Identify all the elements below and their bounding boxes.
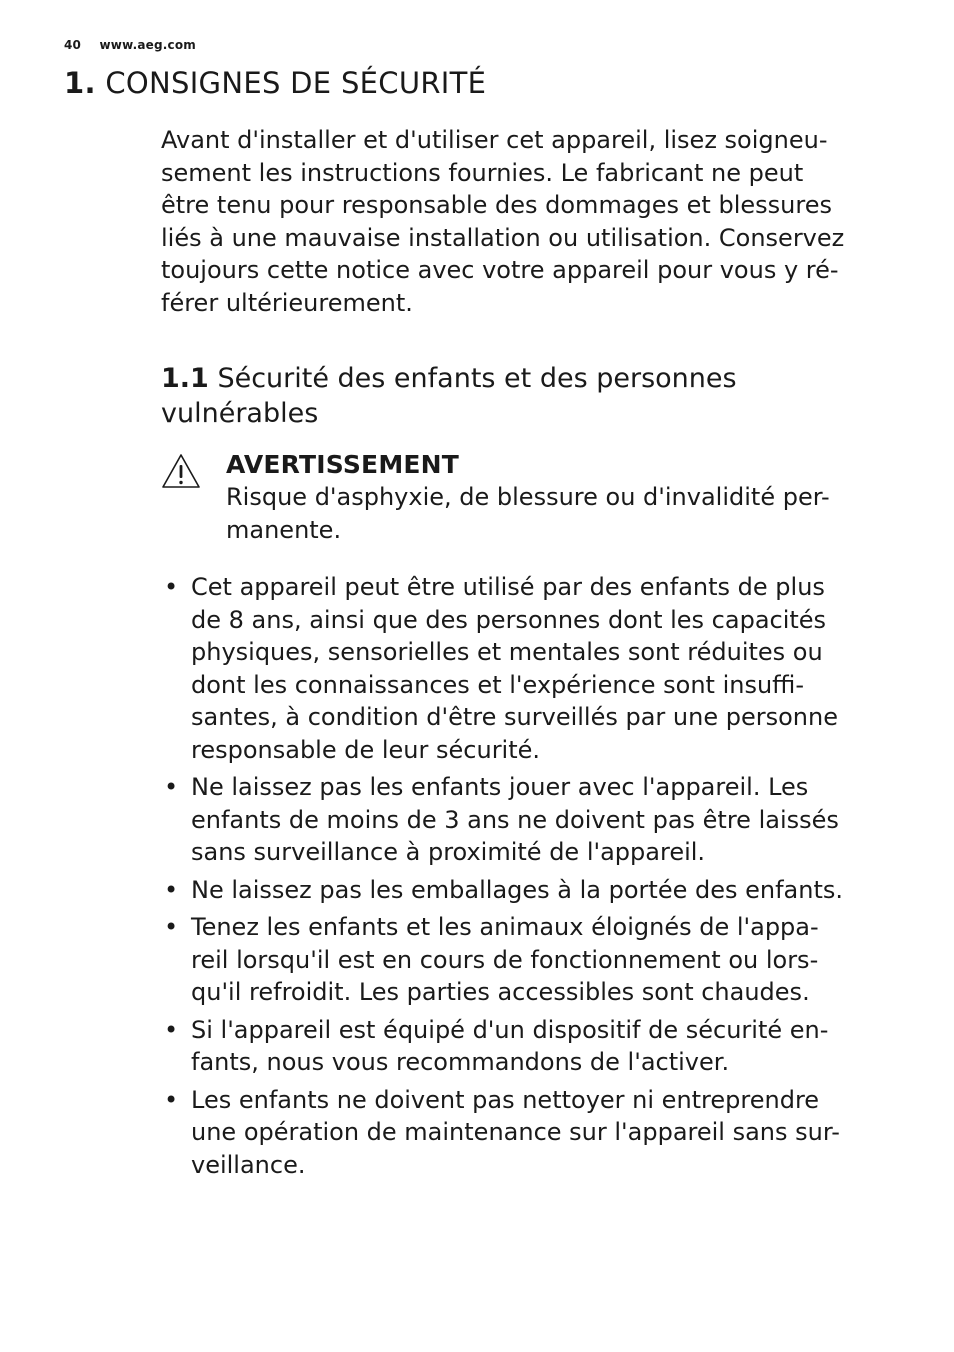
bullet-line: sans surveillance à proximité de l'appareil.: [191, 838, 706, 866]
bullet-line: Ne laissez pas les enfants jouer avec l'appareil. Les: [191, 773, 809, 801]
warning-line: manente.: [226, 515, 342, 544]
subsection-title-line-2: vulnérables: [161, 398, 319, 429]
warning-line: Risque d'asphyxie, de blessure ou d'invalidité per-: [226, 483, 830, 511]
bullet-line: Cet appareil peut être utilisé par des enfants de plus: [191, 573, 825, 601]
intro-line: toujours cette notice avec votre appareil pour vous y ré-: [161, 256, 839, 284]
page-number: 40: [64, 38, 82, 52]
bullet-line: responsable de leur sécurité.: [191, 735, 541, 764]
section-title-text: CONSIGNES DE SÉCURITÉ: [105, 66, 487, 100]
bullet-line: santes, à condition d'être surveillés par une personne: [191, 703, 838, 731]
list-item: [161, 1014, 896, 1079]
bullet-line: veillance.: [191, 1150, 306, 1179]
intro-line: sement les instructions fournies. Le fabricant ne peut: [161, 158, 804, 187]
list-item: [161, 771, 896, 869]
subsection-title: [161, 361, 896, 431]
intro-line: liés à une mauvaise installation ou utilisation. Conservez: [161, 223, 845, 252]
intro-paragraph: [161, 124, 896, 319]
section-number: 1.: [64, 66, 96, 100]
bullet-line: physiques, sensorielles et mentales sont réduites ou: [191, 638, 823, 666]
intro-line: Avant d'installer et d'utiliser cet appareil, lisez soigneu-: [161, 126, 828, 154]
bullet-line: Ne laissez pas les emballages à la portée des enfants.: [191, 875, 844, 904]
bullet-dot-icon: •: [164, 1015, 179, 1044]
subsection-number: 1.1: [161, 363, 209, 394]
bullet-line: une opération de maintenance sur l'appareil sans sur-: [191, 1118, 840, 1146]
main-content: [161, 124, 896, 1186]
bullet-line: enfants de moins de 3 ans ne doivent pas être laissés: [191, 805, 839, 834]
bullet-line: de 8 ans, ainsi que des personnes dont les capacités: [191, 605, 827, 634]
list-item: [161, 911, 896, 1009]
list-item: [161, 874, 896, 907]
warning-title: AVERTISSEMENT: [226, 450, 460, 479]
bullet-line: reil lorsqu'il est en cours de fonctionnement ou lors-: [191, 945, 819, 974]
warning-triangle-icon: [161, 453, 201, 489]
bullet-dot-icon: •: [164, 913, 179, 941]
bullet-dot-icon: •: [164, 875, 179, 904]
safety-bullet-list: [161, 571, 896, 1181]
intro-line: férer ultérieurement.: [161, 288, 413, 317]
bullet-dot-icon: •: [164, 773, 179, 801]
section-title: [64, 66, 486, 100]
warning-text: [226, 481, 896, 546]
bullet-line: Si l'appareil est équipé d'un dispositif de sécurité en-: [191, 1015, 829, 1044]
bullet-dot-icon: •: [164, 1085, 179, 1114]
list-item: [161, 1084, 896, 1182]
bullet-dot-icon: •: [164, 573, 179, 601]
subsection-title-line-1: [161, 361, 896, 396]
bullet-line: fants, nous vous recommandons de l'activer.: [191, 1048, 730, 1076]
website-url: www.aeg.com: [99, 38, 196, 52]
bullet-line: Tenez les enfants et les animaux éloignés de l'appa-: [191, 913, 819, 941]
subsection-title-text: Sécurité des enfants et des personnes: [217, 363, 737, 394]
bullet-line: dont les connaissances et l'expérience sont insuffi-: [191, 670, 805, 699]
page-header: [64, 38, 196, 52]
bullet-line: qu'il refroidit. Les parties accessibles sont chaudes.: [191, 978, 810, 1006]
bullet-line: Les enfants ne doivent pas nettoyer ni entreprendre: [191, 1085, 820, 1114]
intro-line: être tenu pour responsable des dommages et blessures: [161, 191, 832, 219]
list-item: [161, 571, 896, 766]
warning-block: [161, 448, 896, 546]
